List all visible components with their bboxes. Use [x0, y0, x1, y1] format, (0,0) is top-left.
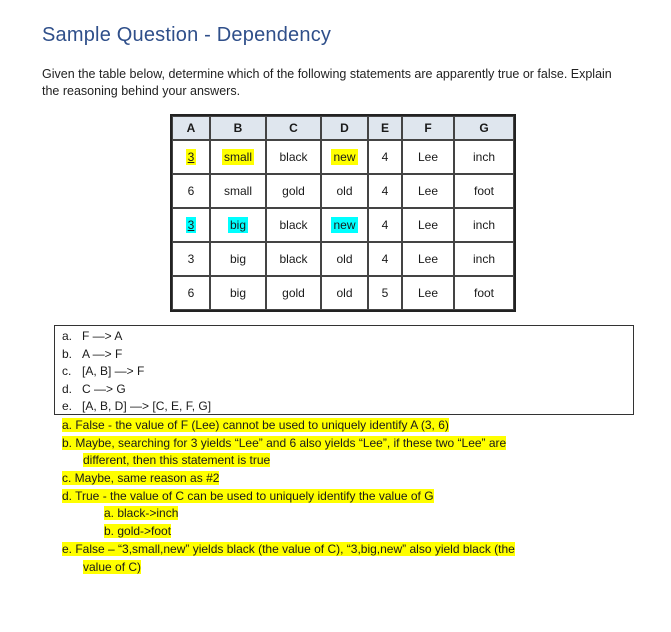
table-header-row [172, 116, 514, 140]
list-item [62, 398, 211, 416]
header-c: C [266, 116, 321, 140]
item-label: b. [62, 346, 73, 361]
cell-value: Lee [417, 286, 439, 300]
cell-value: 6 [187, 184, 195, 198]
cell [321, 242, 368, 276]
cell-value: new [333, 150, 356, 164]
cell-value: gold [282, 286, 305, 300]
cell-value: big [229, 286, 246, 300]
cell [454, 140, 514, 174]
item-text: [A, B, D] —> [C, E, F, G] [82, 399, 212, 413]
item-label: d. [62, 381, 73, 396]
cell-value: old [336, 252, 353, 266]
cell [210, 174, 266, 208]
cell [402, 242, 454, 276]
cell [454, 174, 514, 208]
cell-value: big [229, 252, 246, 266]
cell-value: Lee [417, 150, 439, 164]
cell-value: inch [472, 252, 495, 266]
item-label: a. [62, 329, 73, 343]
cell-value: Lee [417, 218, 439, 232]
cell [368, 242, 402, 276]
dependency-table [170, 114, 516, 312]
explanation-b-cont: different, then this statement is true [83, 453, 271, 468]
cell [402, 276, 454, 310]
explanation-d-sub-b: b. gold->foot [104, 524, 172, 539]
list-item [62, 363, 211, 381]
cell [368, 208, 402, 242]
statements-list [62, 328, 211, 416]
cell [266, 242, 321, 276]
cell-value: 4 [381, 184, 389, 198]
cell [321, 140, 368, 174]
explanation-e: e. False – “3,small,new” yields black (the value of C), “3,big,new” also yield black (the [62, 541, 515, 556]
list-item [62, 346, 211, 364]
cell [402, 174, 454, 208]
cell-value: 3 [187, 252, 195, 266]
item-text: F —> A [82, 329, 123, 343]
cell-value: small [223, 150, 252, 164]
explanation-c: c. Maybe, same reason as #2 [62, 471, 220, 486]
table-row [172, 208, 514, 242]
explanation-d: d. True - the value of C can be used to uniquely identify the value of G [62, 488, 434, 503]
cell [172, 276, 210, 310]
cell [454, 276, 514, 310]
header-d: D [321, 116, 368, 140]
cell-value: old [336, 184, 353, 198]
cell [368, 276, 402, 310]
cell-value: black [279, 218, 308, 232]
cell [172, 140, 210, 174]
table-row [172, 174, 514, 208]
table-row [172, 276, 514, 310]
cell [172, 208, 210, 242]
cell-value: big [229, 218, 246, 232]
item-label: e. [62, 399, 73, 413]
cell [321, 208, 368, 242]
item-label: c. [62, 364, 72, 378]
cell [210, 242, 266, 276]
item-text: C —> G [82, 381, 126, 396]
header-g: G [454, 116, 514, 140]
page-title: Sample Question - Dependency [42, 24, 332, 46]
header-f: F [402, 116, 454, 140]
header-b: B [210, 116, 266, 140]
cell [266, 140, 321, 174]
cell-value: 5 [381, 286, 389, 300]
cell [266, 174, 321, 208]
header-e: E [368, 116, 402, 140]
cell-value: black [279, 150, 308, 164]
cell [266, 276, 321, 310]
cell-value: old [336, 286, 353, 300]
cell-value: black [279, 252, 308, 266]
list-item [62, 328, 211, 346]
cell [266, 208, 321, 242]
explanation-d-sub-a: a. black->inch [104, 506, 179, 521]
cell [172, 242, 210, 276]
cell [454, 242, 514, 276]
table-row [172, 140, 514, 174]
cell-value: inch [472, 218, 495, 232]
cell-value: foot [473, 286, 494, 300]
cell [368, 174, 402, 208]
cell-value: gold [282, 184, 305, 198]
cell-value: 6 [187, 286, 195, 300]
cell-value: small [223, 184, 252, 198]
explanation-e-cont: value of C) [83, 559, 142, 574]
list-item [62, 381, 211, 399]
cell-value: 3 [187, 150, 195, 164]
table-row [172, 242, 514, 276]
cell [402, 140, 454, 174]
cell [368, 140, 402, 174]
cell-value: 3 [187, 218, 195, 232]
cell-value: 4 [381, 218, 389, 232]
cell-value: new [333, 218, 356, 232]
cell-value: 4 [381, 252, 389, 266]
cell [321, 276, 368, 310]
cell [402, 208, 454, 242]
cell [321, 174, 368, 208]
explanation-a: a. False - the value of F (Lee) cannot be used to uniquely identify A (3, 6) [62, 418, 449, 432]
cell [454, 208, 514, 242]
cell-value: Lee [417, 184, 439, 198]
cell [210, 208, 266, 242]
cell-value: Lee [417, 252, 439, 266]
explanation-b: b. Maybe, searching for 3 yields “Lee” and 6 also yields “Lee”, if these two “Lee” are [62, 435, 507, 450]
cell-value: 4 [381, 150, 389, 164]
item-text: A —> F [82, 346, 123, 361]
cell-value: inch [472, 150, 495, 164]
header-a: A [172, 116, 210, 140]
item-text: [A, B] —> F [82, 364, 145, 378]
cell [172, 174, 210, 208]
cell [210, 276, 266, 310]
intro-text: Given the table below, determine which of the following statements are apparently true or false. Explain the reasoning behind your answers. [42, 67, 612, 98]
cell [210, 140, 266, 174]
cell-value: foot [473, 184, 494, 198]
explanations-list [62, 417, 515, 576]
